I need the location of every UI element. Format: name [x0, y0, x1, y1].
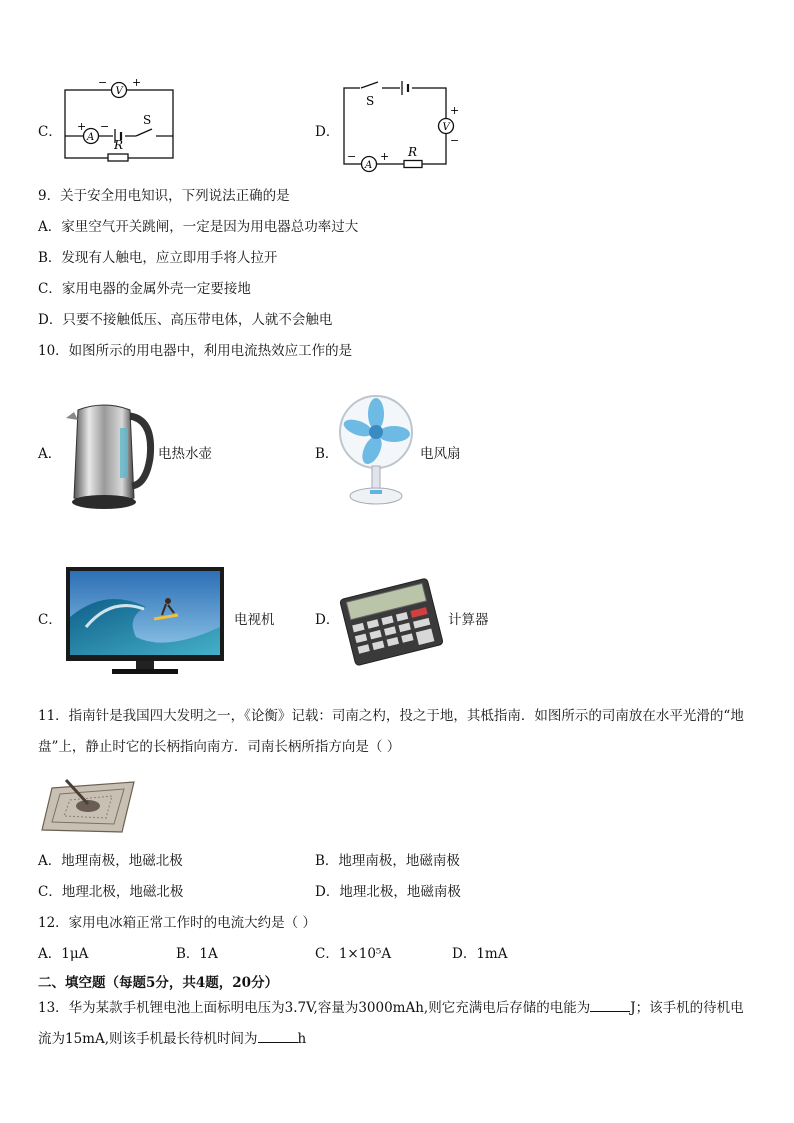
ammeter-plus: + [380, 150, 390, 163]
q9-option-a: A．家里空气开关跳闸，一定是因为用电器总功率过大 [38, 219, 359, 235]
q13-line2-text-b: h [297, 1031, 307, 1047]
resistor-icon [108, 154, 128, 161]
q13-line2-text-a: 流为15mA,则该手机最长待机时间为 [38, 1031, 258, 1047]
q11-option-c: C．地理北极，地磁北极 [38, 884, 184, 900]
q10-option-c-name: 电视机 [234, 612, 275, 628]
q11-option-d: D．地理北极，地磁南极 [315, 884, 461, 900]
q10-option-d-name: 计算器 [448, 612, 489, 628]
q9-option-c: C．家用电器的金属外壳一定要接地 [38, 281, 251, 297]
switch-symbol: S [143, 113, 152, 127]
q12-stem: 12．家用电冰箱正常工作时的电流大约是（ ） [38, 915, 316, 931]
q10-option-a-name: 电热水壶 [158, 446, 212, 462]
q11-stem-line2: 盘”上，静止时它的长柄指向南方．司南长柄所指方向是（ ） [38, 739, 401, 755]
ammeter-minus: − [347, 150, 357, 163]
q9-stem: 9．关于安全用电知识，下列说法正确的是 [38, 188, 290, 204]
calculator-image [338, 574, 444, 666]
q8-circuit-c [58, 76, 183, 176]
q8-circuit-d [336, 76, 461, 176]
switch-symbol: S [366, 94, 375, 108]
q12-option-d: D．1mA [452, 946, 508, 962]
q13-line1-text-a: 13．华为某款手机锂电池上面标明电压为3.7V,容量为3000mAh,则它充满电后存储的电能为 [38, 1000, 591, 1016]
ammeter-minus: − [100, 120, 110, 133]
q12-option-c: C．1×10⁵A [315, 946, 392, 962]
ammeter-symbol: A [365, 160, 373, 171]
voltmeter-minus: − [450, 134, 460, 147]
q10-option-b-name: 电风扇 [420, 446, 461, 462]
q13-line2 [38, 1028, 306, 1049]
q11-stem-line1: 11．指南针是我国四大发明之一，《论衡》记载：司南之杓，投之于地，其柢指南．如图所示的司南放在水平光滑的“地 [38, 708, 744, 724]
q9-option-b: B．发现有人触电，应立即用手将人拉开 [38, 250, 278, 266]
voltmeter-plus: + [450, 104, 460, 117]
q10-option-c-letter: C． [38, 612, 62, 628]
q8-option-c-label: C． [38, 124, 62, 140]
q10-option-b-letter: B． [315, 446, 339, 462]
q11-option-a: A．地理南极，地磁北极 [38, 853, 183, 869]
q12-option-a: A．1μA [38, 946, 89, 962]
q13-line1 [38, 997, 744, 1018]
resistor-icon [404, 161, 422, 168]
ammeter-symbol: A [87, 132, 95, 143]
q10-stem: 10．如图所示的用电器中，利用电流热效应工作的是 [38, 343, 353, 359]
electric-fan-image [336, 392, 416, 510]
voltmeter-minus: − [98, 76, 108, 89]
q10-option-d-letter: D． [315, 612, 340, 628]
q8-option-d-label: D． [315, 124, 340, 140]
q13-blank-1[interactable] [590, 997, 630, 1012]
ammeter-plus: + [77, 120, 87, 133]
voltmeter-plus: + [132, 76, 142, 89]
section-title: 二、填空题（每题5分，共4题，20分） [38, 975, 279, 991]
television-image [66, 567, 226, 677]
resistor-symbol: R [114, 138, 124, 152]
q9-option-d: D．只要不接触低压、高压带电体，人就不会触电 [38, 312, 333, 328]
q11-option-b: B．地理南极，地磁南极 [315, 853, 460, 869]
q12-option-b: B．1A [176, 946, 218, 962]
q10-option-a-letter: A． [38, 446, 62, 462]
q13-blank-2[interactable] [258, 1028, 298, 1043]
q13-line1-text-b: J；该手机的待机电 [630, 1000, 744, 1016]
voltmeter-symbol: V [442, 122, 450, 133]
voltmeter-symbol: V [115, 86, 123, 97]
electric-kettle-image [64, 398, 156, 514]
resistor-symbol: R [408, 145, 418, 159]
sinan-compass-image [40, 774, 136, 836]
